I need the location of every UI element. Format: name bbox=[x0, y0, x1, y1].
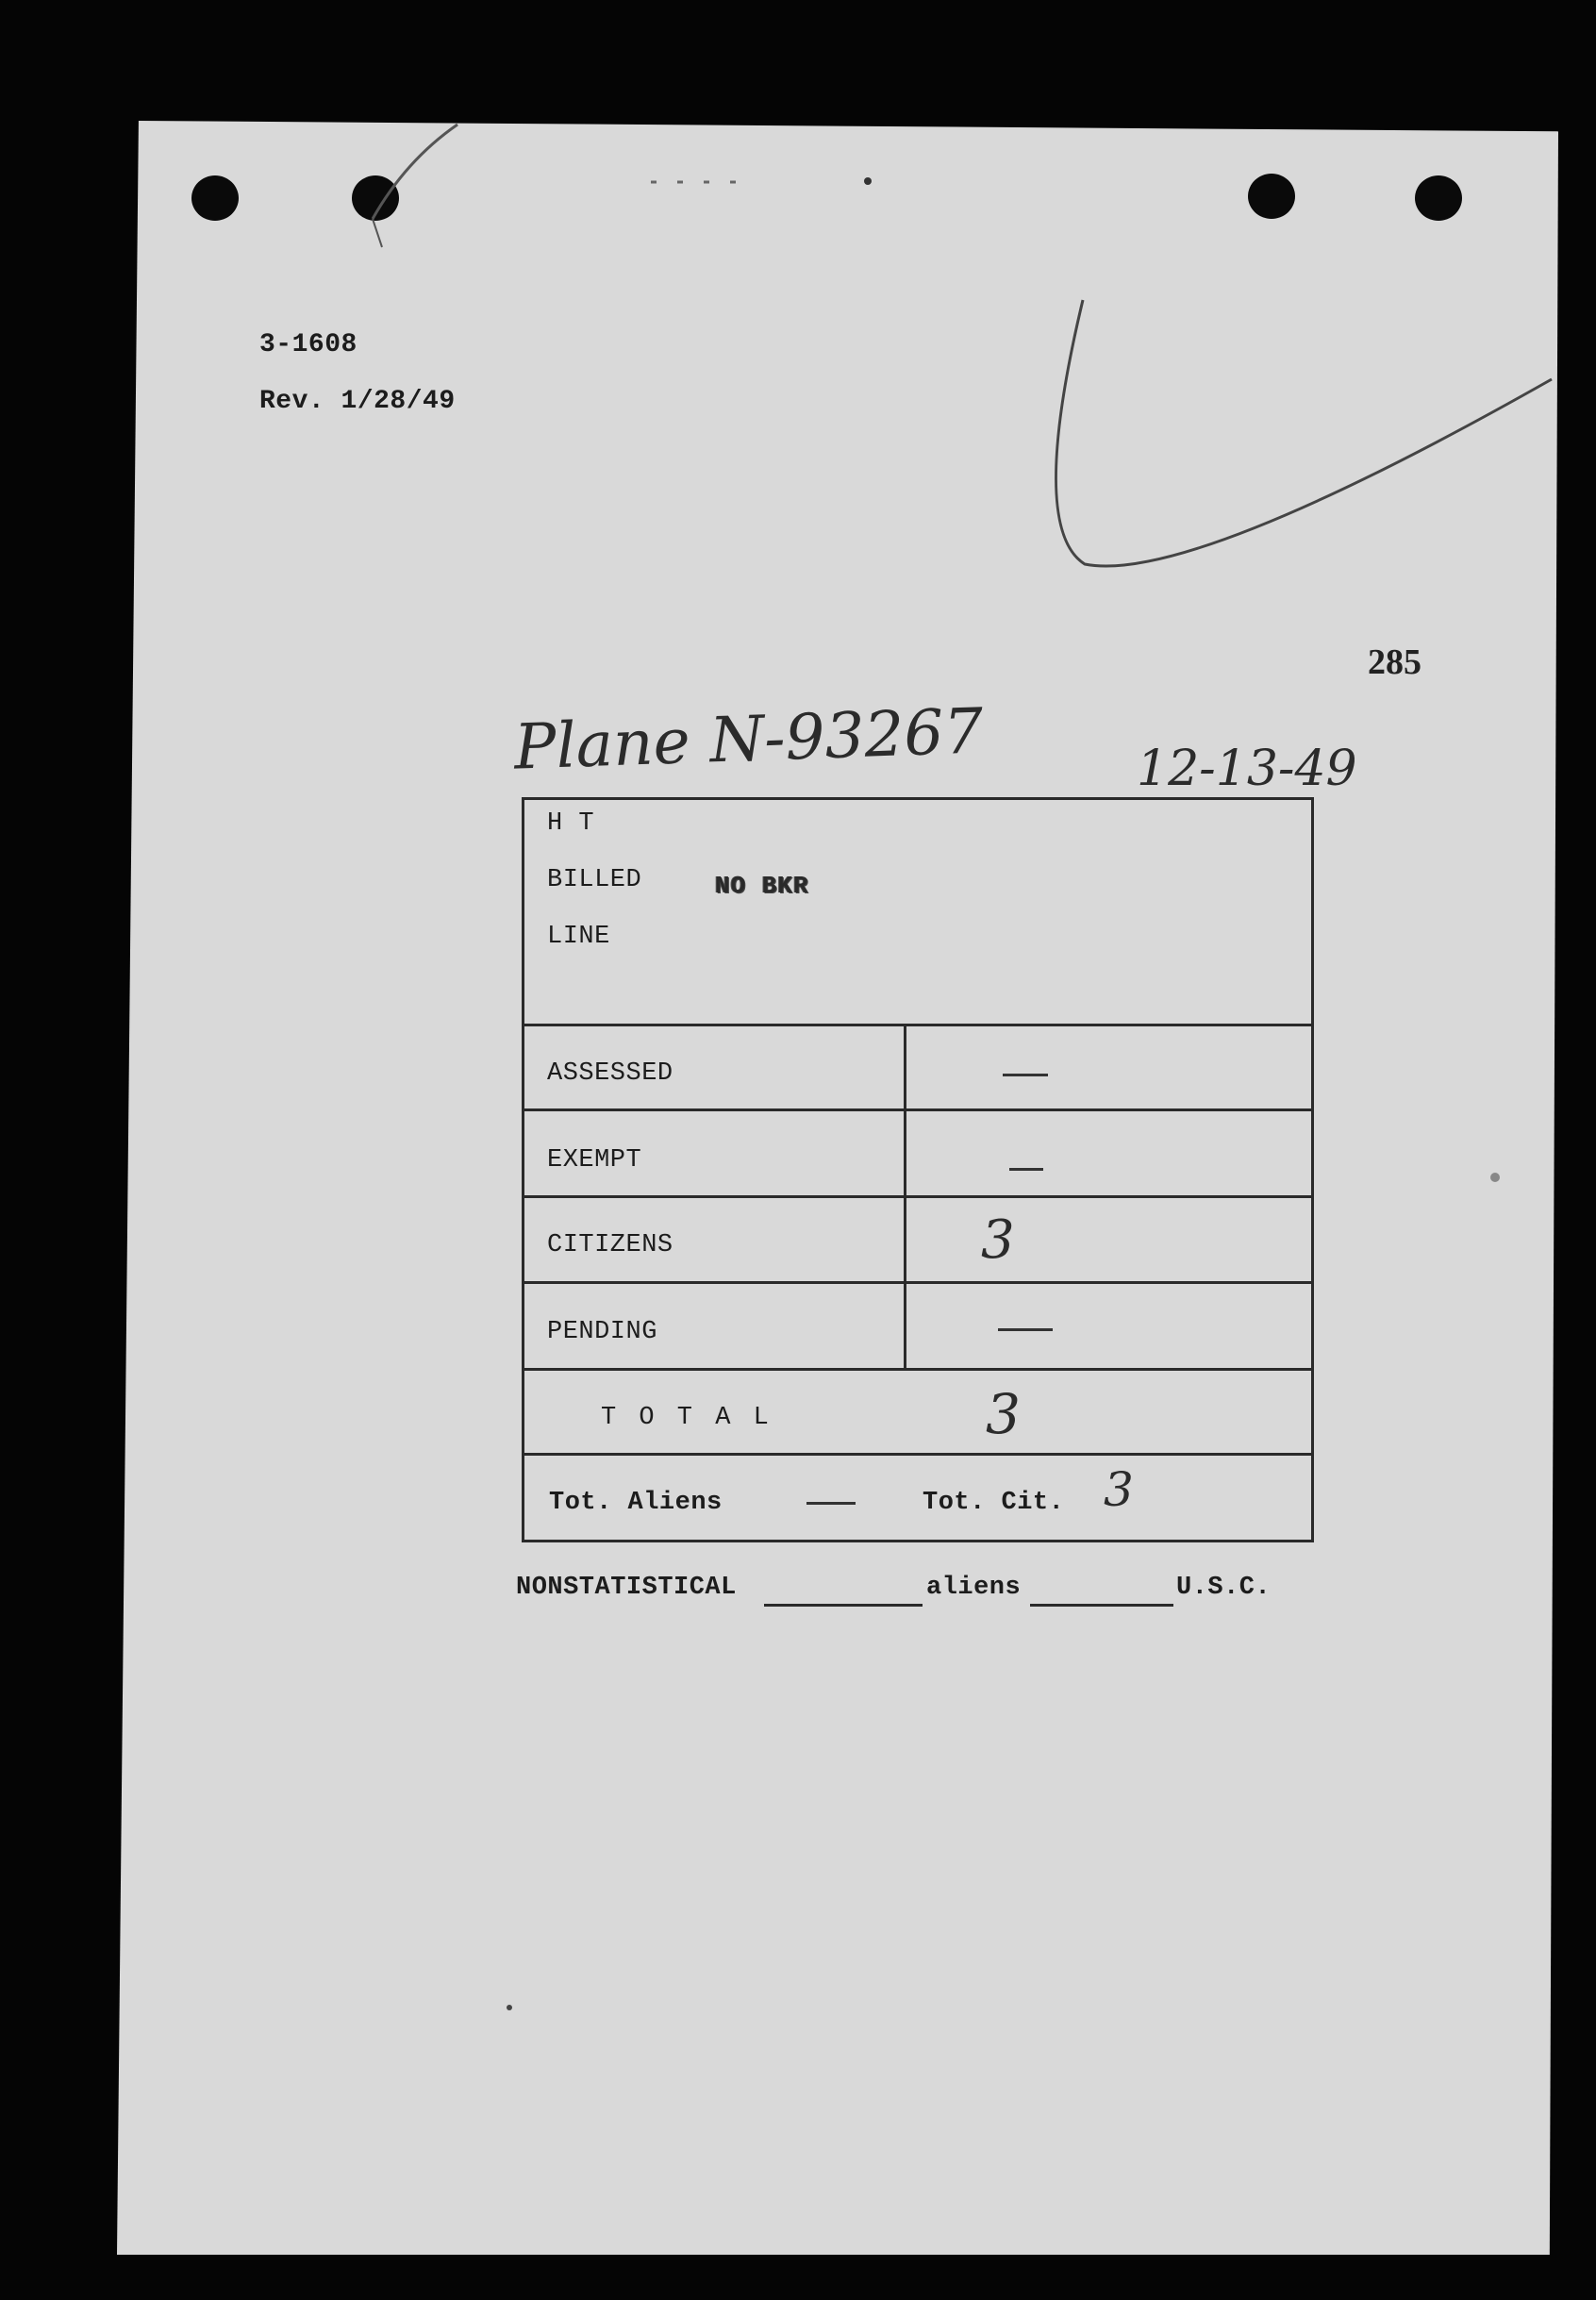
column-divider bbox=[904, 1025, 906, 1368]
pending-value-dash bbox=[998, 1328, 1053, 1331]
ht-label: H T bbox=[547, 809, 595, 838]
handwritten-date: 12-13-49 bbox=[1137, 741, 1357, 797]
revision-date: Rev. 1/28/49 bbox=[259, 387, 456, 416]
nonstatistical-blank bbox=[764, 1604, 923, 1607]
assessed-value-dash bbox=[1003, 1074, 1048, 1076]
billed-label: BILLED bbox=[547, 866, 642, 894]
exempt-value-dash bbox=[1009, 1168, 1043, 1171]
usc-label: U.S.C. bbox=[1176, 1574, 1272, 1602]
exempt-label: EXEMPT bbox=[547, 1146, 642, 1175]
billed-stamp: NO BKR bbox=[715, 872, 809, 900]
total-value: 3 bbox=[986, 1382, 1021, 1446]
page-number: 285 bbox=[1368, 642, 1421, 682]
form-divider bbox=[524, 1281, 1312, 1284]
total-label: T O T A L bbox=[601, 1404, 773, 1432]
tot-cit-label: Tot. Cit. bbox=[923, 1489, 1065, 1517]
nonstatistical-label: NONSTATISTICAL bbox=[516, 1574, 737, 1602]
citizens-label: CITIZENS bbox=[547, 1231, 673, 1259]
tot-aliens-label: Tot. Aliens bbox=[549, 1489, 723, 1517]
tot-aliens-value-dash bbox=[806, 1502, 856, 1505]
line-label: LINE bbox=[547, 923, 610, 951]
assessed-label: ASSESSED bbox=[547, 1059, 673, 1088]
tot-cit-value: 3 bbox=[1104, 1462, 1134, 1517]
aliens-label: aliens bbox=[926, 1574, 1022, 1602]
form-number: 3-1608 bbox=[259, 330, 357, 359]
form-divider bbox=[524, 1108, 1312, 1111]
handwritten-plane-number: Plane N-93267 bbox=[512, 694, 985, 784]
form-divider bbox=[524, 1024, 1312, 1026]
aliens-blank bbox=[1030, 1604, 1173, 1607]
citizens-value: 3 bbox=[981, 1209, 1015, 1271]
form-divider bbox=[524, 1195, 1312, 1198]
form-divider bbox=[524, 1368, 1312, 1371]
form-divider bbox=[524, 1453, 1312, 1456]
pending-label: PENDING bbox=[547, 1318, 657, 1346]
